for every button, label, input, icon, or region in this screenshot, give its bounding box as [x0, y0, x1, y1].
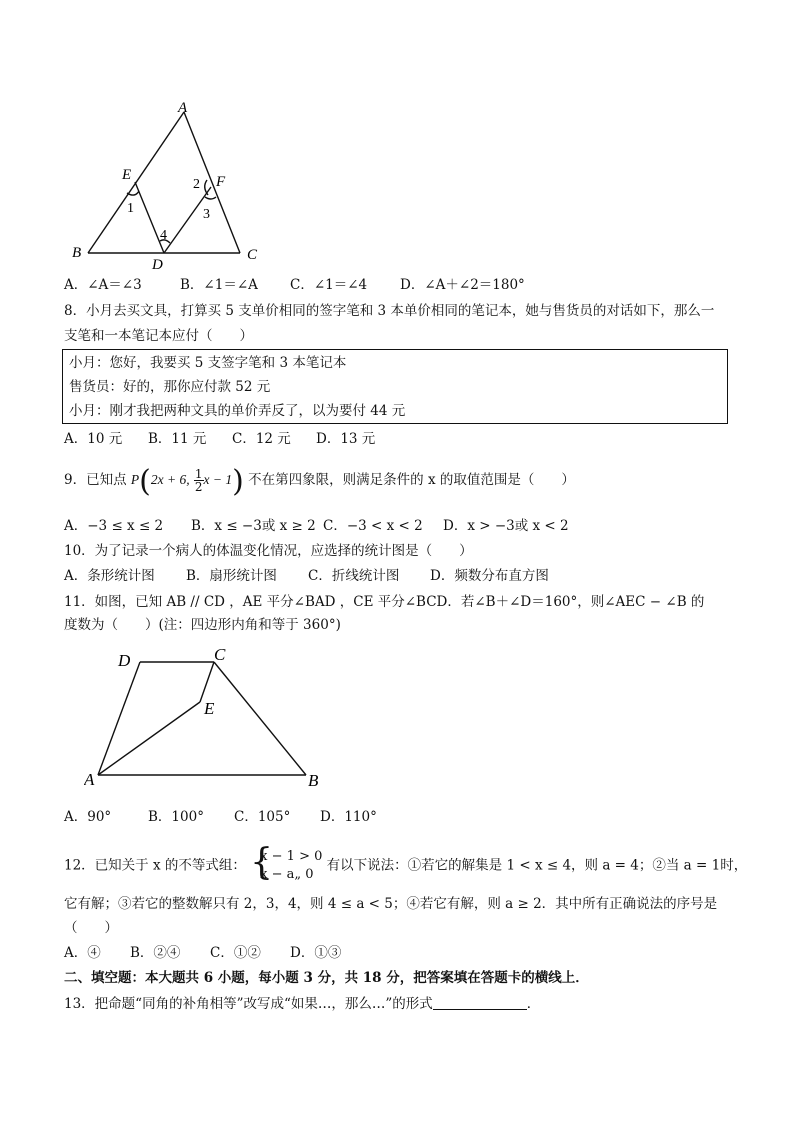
label-C: C: [214, 645, 226, 664]
q11-line1: 11．如图，已知 AB // CD ，AE 平分∠BAD ，CE 平分∠BCD．若∠B＋∠D＝160°，则∠AEC − ∠B 的: [64, 594, 705, 610]
q12-inequality-1: x − 1 > 0: [260, 849, 323, 864]
q9-point: P: [130, 472, 140, 487]
q8-line1: 8．小月去买文具，打算买 5 支单价相同的签字笔和 3 本单价相同的笔记本，她与售货员的对话如下，那么一: [64, 303, 715, 319]
label-angle-2: 2: [193, 177, 200, 192]
q11-option-b: B．100°: [148, 809, 204, 825]
q12-inequality-system: { x − 1 > 0 x − a„ 0: [250, 842, 323, 883]
q9-stem: 9．已知点 P(2x + 6, $\frac{1}{2}$ x − 1) 不在第四象限，则满足条件的 x 的取值范围是（ ）: [64, 464, 575, 499]
label-B: B: [308, 771, 319, 790]
q9-options: [64, 517, 569, 535]
q11-option-d: D．110°: [320, 809, 377, 825]
q9-option-d: D．x > −3或 x < 2: [443, 518, 569, 534]
label-E: E: [204, 699, 215, 718]
triangle-figure: [64, 100, 274, 272]
q10-option-b: B．扇形统计图: [186, 568, 277, 584]
q9-option-b: B．x ≤ −3或 x ≥ 2: [191, 518, 316, 534]
segment-CE: [200, 662, 214, 702]
q12-option-b: B．②④: [130, 945, 181, 961]
dialog-line-1: 小月：您好，我要买 5 支签字笔和 3 本笔记本: [69, 355, 347, 371]
q12-option-a: A．④: [64, 945, 101, 961]
q12-stem: [64, 842, 748, 884]
label-D: D: [118, 651, 131, 670]
q9-frac-den: 2: [194, 480, 203, 494]
q12-inequality-2: x − a„ 0: [260, 867, 314, 882]
trapezoid-figure: [84, 642, 334, 794]
segment-AE: [98, 702, 200, 775]
q9-option-c: C．−3 < x < 2: [323, 518, 423, 534]
q8-option-d: D．13 元: [316, 431, 376, 447]
q8-options: [64, 430, 375, 448]
label-C: C: [247, 247, 258, 263]
label-E: E: [122, 167, 132, 183]
q8-line2: 支笔和一本笔记本应付（ ）: [64, 328, 253, 344]
q9-coord-a: 2x + 6,: [150, 472, 190, 487]
q9-coord-b: x − 1: [203, 472, 233, 487]
q13-text: 13．把命题“同角的补角相等”改写成“如果…，那么…”的形式: [64, 996, 433, 1012]
section-2-heading: 二、填空题：本大题共 6 小题，每小题 3 分，共 18 分，把答案填在答题卡的横线上．: [64, 970, 589, 986]
q13-end: ．: [526, 996, 541, 1012]
q11-option-a: A．90°: [64, 809, 112, 825]
dialog-line-2: 售货员：好的，那你应付款 52 元: [69, 379, 271, 395]
q13-stem: [64, 995, 540, 1013]
q7-option-a: A．∠A＝∠3: [64, 277, 142, 293]
label-B: B: [72, 245, 82, 261]
q11-line2: 度数为（ ）(注：四边形内角和等于 360°): [64, 617, 341, 633]
q9-fraction: [194, 468, 204, 493]
q12-option-d: D．①③: [290, 945, 342, 961]
q10-option-d: D．频数分布直方图: [430, 568, 549, 584]
q7-option-c: C．∠1＝∠4: [290, 277, 368, 293]
q12-line2: 它有解；③若它的整数解只有 2，3，4，则 4 ≤ a < 5；④若它有解，则 a ≥ 2．其中所有正确说法的序号是: [64, 896, 718, 912]
q10-option-a: A．条形统计图: [64, 568, 155, 584]
q8-option-b: B．11 元: [148, 431, 207, 447]
q8-dialog-box: [62, 349, 728, 424]
q9-frac-num: 1: [194, 467, 203, 481]
q8-option-c: C．12 元: [232, 431, 291, 447]
q10-stem: 10．为了记录一个病人的体温变化情况，应选择的统计图是（ ）: [64, 543, 473, 559]
label-angle-3: 3: [203, 207, 210, 222]
q9-option-a: A．−3 ≤ x ≤ 2: [64, 518, 164, 534]
label-angle-1: 1: [127, 201, 134, 216]
q12-option-c: C．①②: [210, 945, 261, 961]
label-F: F: [216, 174, 226, 190]
q7-options: [64, 276, 525, 294]
label-A: A: [84, 770, 95, 789]
angle-arc-3: [205, 197, 216, 199]
segment-AD: [98, 662, 140, 775]
segment-AB: [88, 112, 184, 253]
q7-option-d: D．∠A＋∠2＝180°: [400, 277, 525, 293]
q12-line3: （ ）: [64, 920, 118, 936]
q11-options: [64, 808, 377, 826]
q9-prefix: 9．已知点: [64, 472, 127, 488]
q12-suffix: 有以下说法：①若它的解集是 1 < x ≤ 4，则 a = 4；②当 a = 1时，: [326, 857, 748, 874]
q12-options: [64, 944, 341, 962]
q11-option-c: C．105°: [234, 809, 291, 825]
q10-options: [64, 567, 549, 585]
label-A: A: [178, 100, 188, 116]
segment-CB: [214, 662, 306, 775]
q13-answer-blank[interactable]: [433, 995, 527, 1010]
dialog-line-3: 小月：刚才我把两种文具的单价弄反了，以为要付 44 元: [69, 403, 406, 419]
q8-option-a: A．10 元: [64, 431, 123, 447]
label-angle-4: 4: [160, 228, 167, 243]
label-D: D: [152, 257, 163, 272]
q7-option-b: B．∠1＝∠A: [180, 277, 258, 293]
q9-suffix: 不在第四象限，则满足条件的 x 的取值范围是（ ）: [248, 472, 575, 488]
q10-option-c: C．折线统计图: [308, 568, 400, 584]
q12-prefix: 12．已知关于 x 的不等式组：: [64, 857, 246, 874]
